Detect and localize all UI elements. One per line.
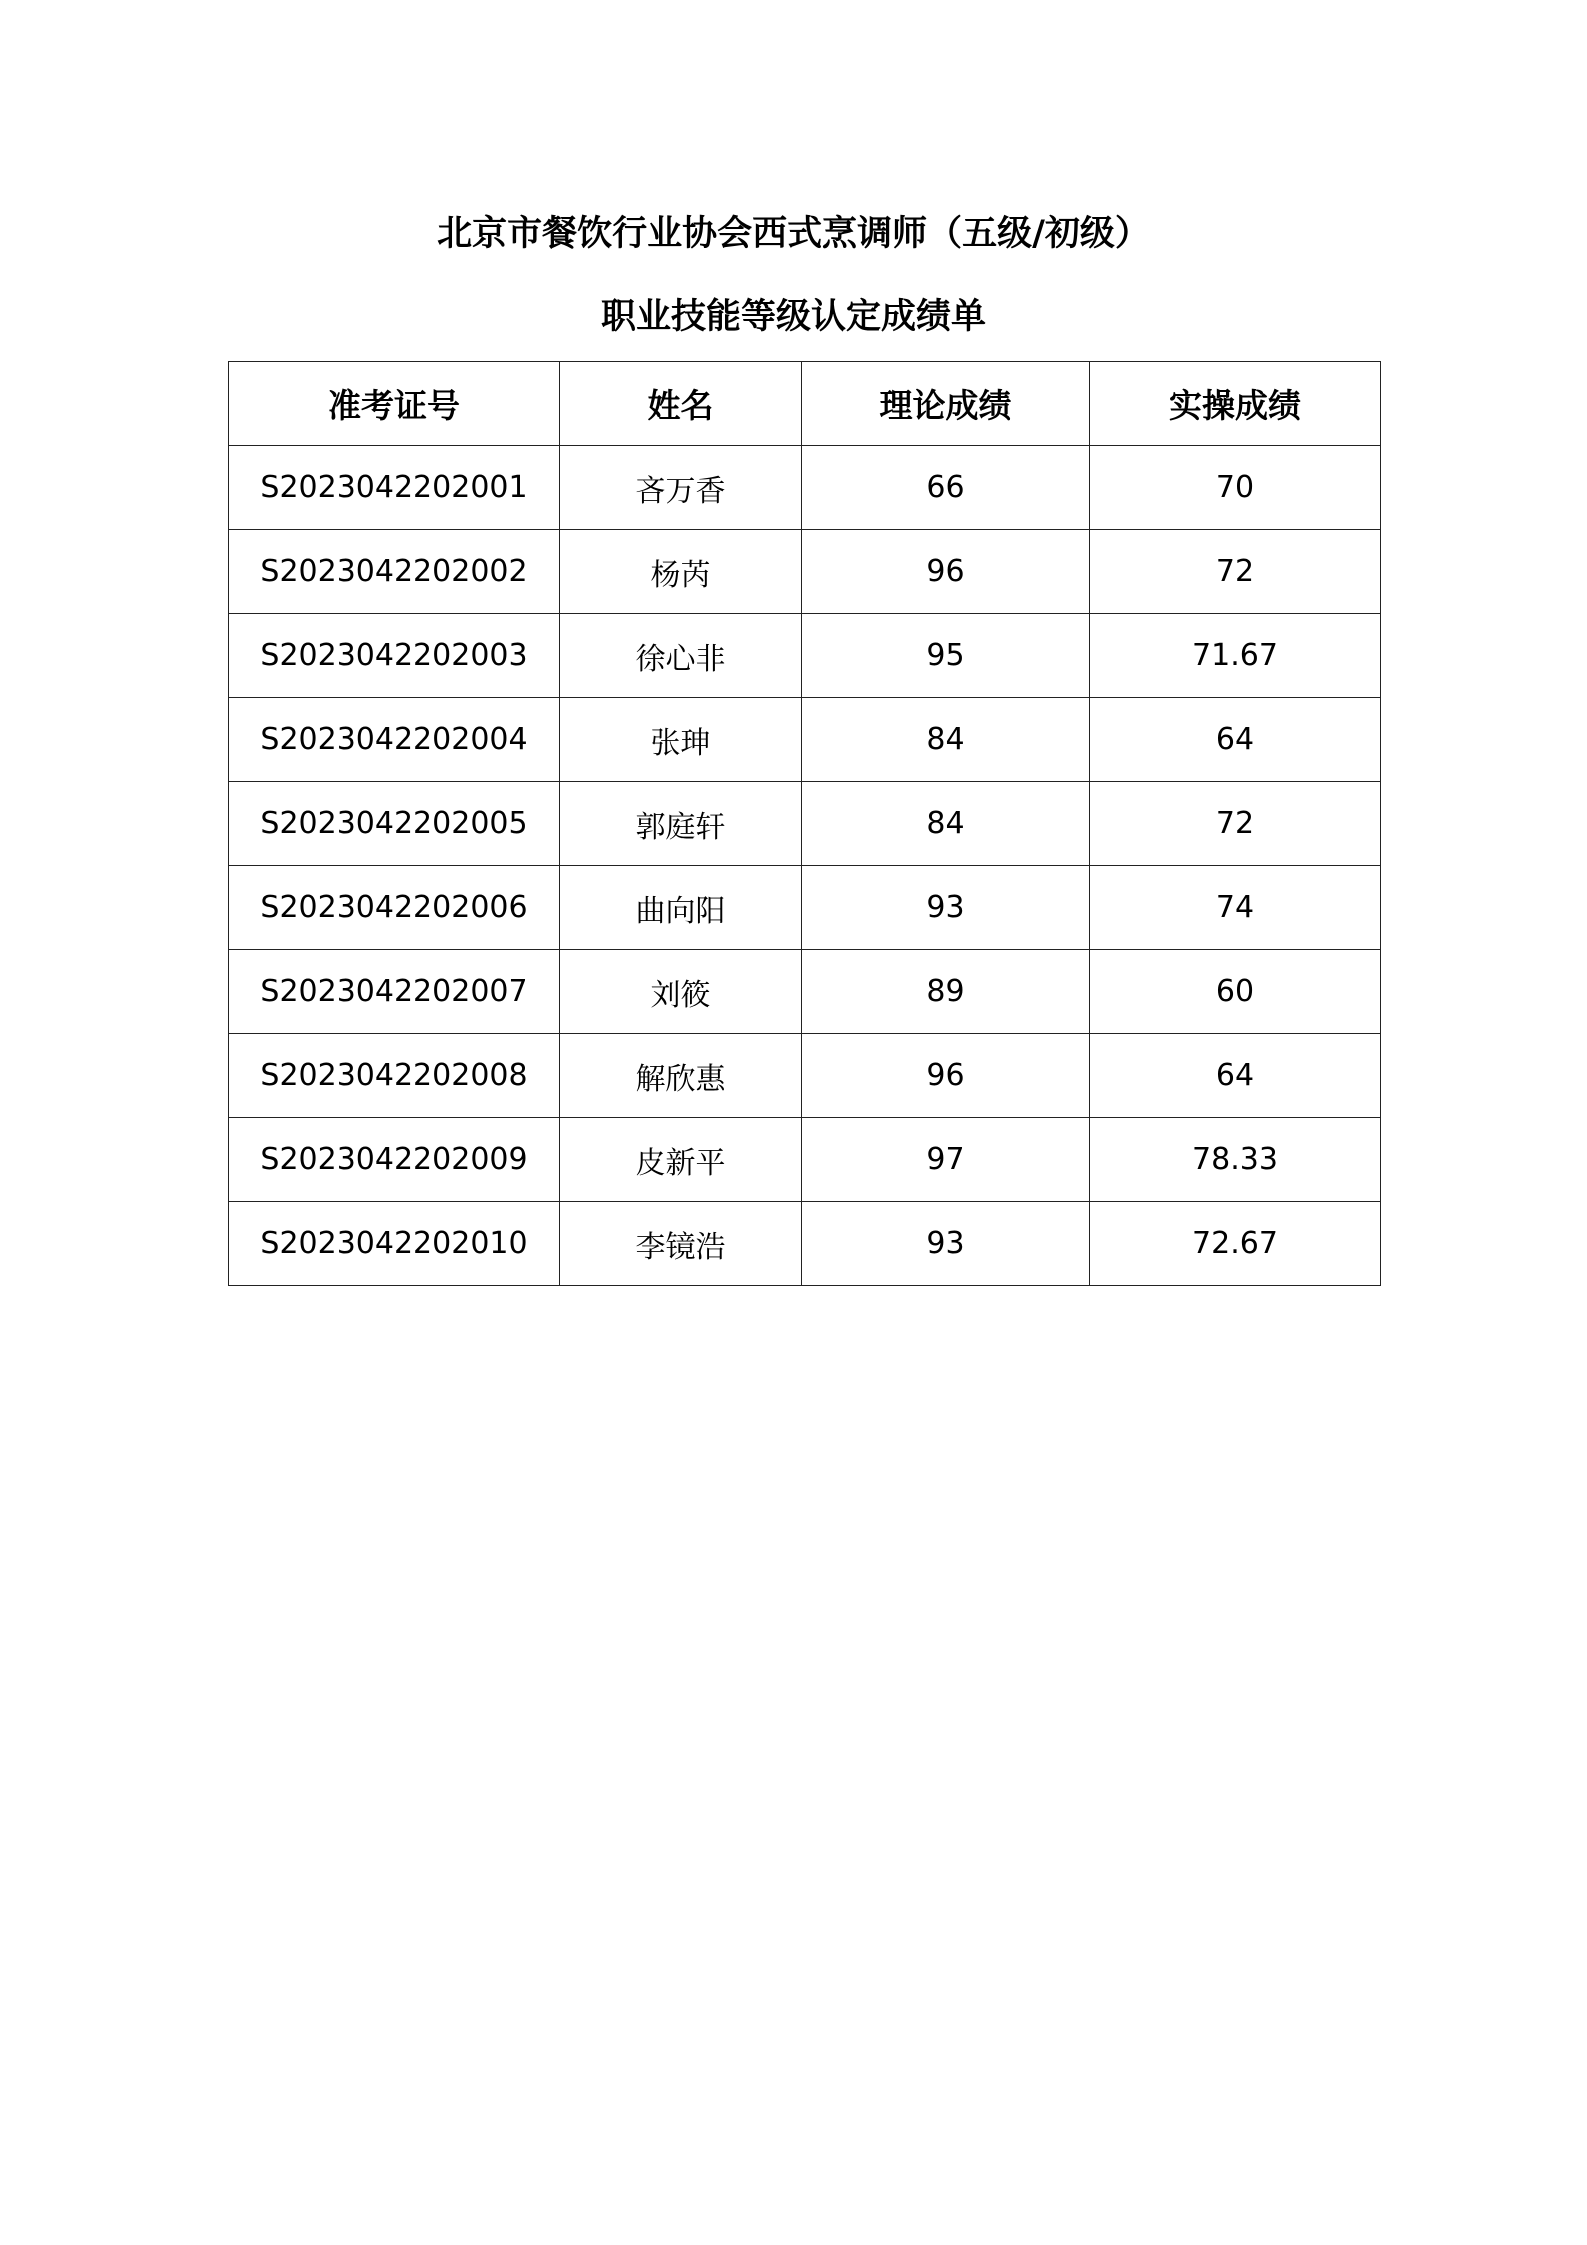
name-cell: 杨芮 xyxy=(560,530,802,614)
table-row xyxy=(229,1034,1381,1118)
theory-score-cell: 95 xyxy=(802,614,1090,698)
table-header-row xyxy=(229,362,1381,446)
header-exam-id: 准考证号 xyxy=(229,362,560,446)
exam-id-cell: S2023042202008 xyxy=(229,1034,560,1118)
name-cell: 张珅 xyxy=(560,698,802,782)
theory-score-cell: 84 xyxy=(802,698,1090,782)
table-row xyxy=(229,866,1381,950)
table-row xyxy=(229,614,1381,698)
header-theory-score: 理论成绩 xyxy=(802,362,1090,446)
exam-id-cell: S2023042202004 xyxy=(229,698,560,782)
theory-score-cell: 93 xyxy=(802,1202,1090,1286)
practical-score-cell: 74 xyxy=(1090,866,1381,950)
table-row xyxy=(229,782,1381,866)
exam-id-cell: S2023042202006 xyxy=(229,866,560,950)
theory-score-cell: 96 xyxy=(802,530,1090,614)
name-cell: 李镜浩 xyxy=(560,1202,802,1286)
exam-id-cell: S2023042202010 xyxy=(229,1202,560,1286)
theory-score-cell: 89 xyxy=(802,950,1090,1034)
exam-id-cell: S2023042202001 xyxy=(229,446,560,530)
theory-score-cell: 84 xyxy=(802,782,1090,866)
name-cell: 曲向阳 xyxy=(560,866,802,950)
table-row xyxy=(229,1202,1381,1286)
name-cell: 郭庭轩 xyxy=(560,782,802,866)
header-name: 姓名 xyxy=(560,362,802,446)
practical-score-cell: 72.67 xyxy=(1090,1202,1381,1286)
practical-score-cell: 60 xyxy=(1090,950,1381,1034)
table-row xyxy=(229,1118,1381,1202)
exam-id-cell: S2023042202003 xyxy=(229,614,560,698)
exam-id-cell: S2023042202002 xyxy=(229,530,560,614)
score-table xyxy=(228,361,1381,1286)
theory-score-cell: 93 xyxy=(802,866,1090,950)
page-title: 北京市餐饮行业协会西式烹调师（五级/初级） xyxy=(437,213,1150,254)
header-practical-score: 实操成绩 xyxy=(1090,362,1381,446)
table-row xyxy=(229,698,1381,782)
name-cell: 皮新平 xyxy=(560,1118,802,1202)
name-cell: 吝万香 xyxy=(560,446,802,530)
name-cell: 刘筱 xyxy=(560,950,802,1034)
practical-score-cell: 78.33 xyxy=(1090,1118,1381,1202)
exam-id-cell: S2023042202009 xyxy=(229,1118,560,1202)
page-subtitle: 职业技能等级认定成绩单 xyxy=(600,296,986,337)
name-cell: 解欣惠 xyxy=(560,1034,802,1118)
table-row xyxy=(229,530,1381,614)
practical-score-cell: 72 xyxy=(1090,530,1381,614)
practical-score-cell: 72 xyxy=(1090,782,1381,866)
theory-score-cell: 97 xyxy=(802,1118,1090,1202)
name-cell: 徐心非 xyxy=(560,614,802,698)
theory-score-cell: 96 xyxy=(802,1034,1090,1118)
theory-score-cell: 66 xyxy=(802,446,1090,530)
practical-score-cell: 71.67 xyxy=(1090,614,1381,698)
table-row xyxy=(229,950,1381,1034)
exam-id-cell: S2023042202005 xyxy=(229,782,560,866)
practical-score-cell: 64 xyxy=(1090,698,1381,782)
table-row xyxy=(229,446,1381,530)
practical-score-cell: 64 xyxy=(1090,1034,1381,1118)
practical-score-cell: 70 xyxy=(1090,446,1381,530)
exam-id-cell: S2023042202007 xyxy=(229,950,560,1034)
